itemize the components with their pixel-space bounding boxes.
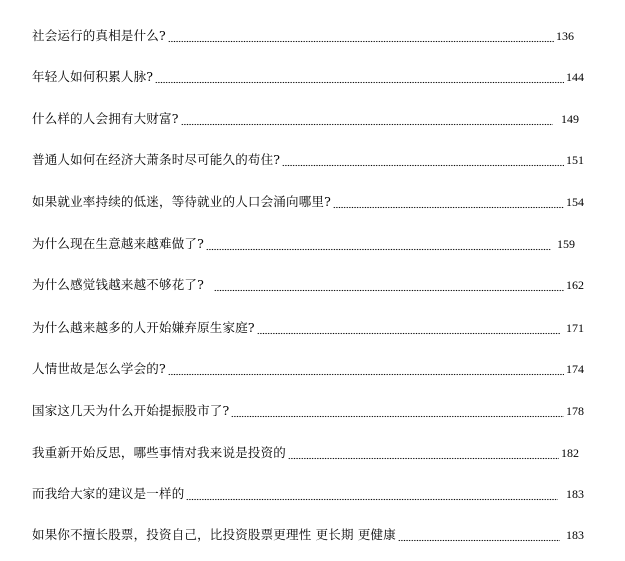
- toc-entry-title: 为什么越来越多的人开始嫌弃原生家庭?: [32, 320, 255, 335]
- toc-entry-title: 人情世故是怎么学会的?: [32, 361, 166, 376]
- toc-entry-page: 149: [561, 112, 579, 126]
- toc-entry-page: 183: [566, 528, 584, 542]
- leader-dots: [282, 152, 564, 168]
- toc-entry-page: 159: [557, 237, 575, 251]
- toc-entry-page: 162: [566, 278, 584, 292]
- toc-entry[interactable]: [32, 523, 584, 543]
- leader-dots: [206, 236, 551, 252]
- toc-entry-title: 为什么感觉钱越来越不够花了?: [32, 277, 205, 292]
- toc-entry-page: 178: [566, 404, 584, 418]
- leader-dots: [155, 69, 564, 85]
- toc-entry[interactable]: [32, 148, 584, 168]
- toc-entry[interactable]: [32, 190, 584, 210]
- toc-entry-page: 182: [561, 446, 579, 460]
- toc-entry[interactable]: [32, 482, 584, 502]
- toc-entry[interactable]: [32, 273, 584, 293]
- toc-entry-title: 社会运行的真相是什么?: [32, 28, 166, 43]
- toc-entry-title: 我重新开始反思，哪些事情对我来说是投资的: [32, 445, 287, 460]
- toc-entry-page: 151: [566, 153, 584, 167]
- toc-entry-page: 183: [566, 487, 584, 501]
- leader-dots: [214, 277, 564, 293]
- toc-entry[interactable]: [32, 65, 584, 85]
- toc-entry[interactable]: [32, 357, 584, 377]
- toc-entry-page: 154: [566, 195, 584, 209]
- toc-entry-title: 如果就业率持续的低迷，等待就业的人口会涌向哪里?: [32, 194, 332, 209]
- toc-entry-title: 普通人如何在经济大萧条时尽可能久的苟住?: [32, 152, 281, 167]
- toc-entry-title: 什么样的人会拥有大财富?: [32, 111, 179, 126]
- toc-entry[interactable]: [32, 232, 575, 252]
- leader-dots: [186, 486, 558, 502]
- leader-dots: [231, 403, 564, 419]
- toc-entry[interactable]: [32, 24, 574, 44]
- toc-entry-title: 如果你不擅长股票，投资自己，比投资股票更理性 更长期 更健康: [32, 527, 396, 542]
- toc-entry[interactable]: [32, 399, 584, 419]
- toc-entry-page: 144: [566, 70, 584, 84]
- leader-dots: [398, 527, 560, 543]
- toc-entry-title: 为什么现在生意越来越难做了?: [32, 236, 205, 251]
- toc-entry-page: 171: [566, 321, 584, 335]
- toc-entry-title: 年轻人如何积累人脉?: [32, 69, 154, 84]
- leader-dots: [168, 28, 554, 44]
- toc-entry-page: 174: [566, 362, 584, 376]
- leader-dots: [168, 361, 564, 377]
- toc-entry-title: 国家这几天为什么开始提振股市了?: [32, 403, 230, 418]
- leader-dots: [181, 111, 553, 127]
- leader-dots: [257, 320, 560, 336]
- leader-dots: [288, 445, 559, 461]
- toc-entry-title: 而我给大家的建议是一样的: [32, 486, 185, 501]
- toc-entry[interactable]: [32, 107, 579, 127]
- leader-dots: [333, 194, 564, 210]
- toc-entry-page: 136: [556, 29, 574, 43]
- toc-entry[interactable]: [32, 316, 584, 336]
- toc-entry[interactable]: [32, 441, 579, 461]
